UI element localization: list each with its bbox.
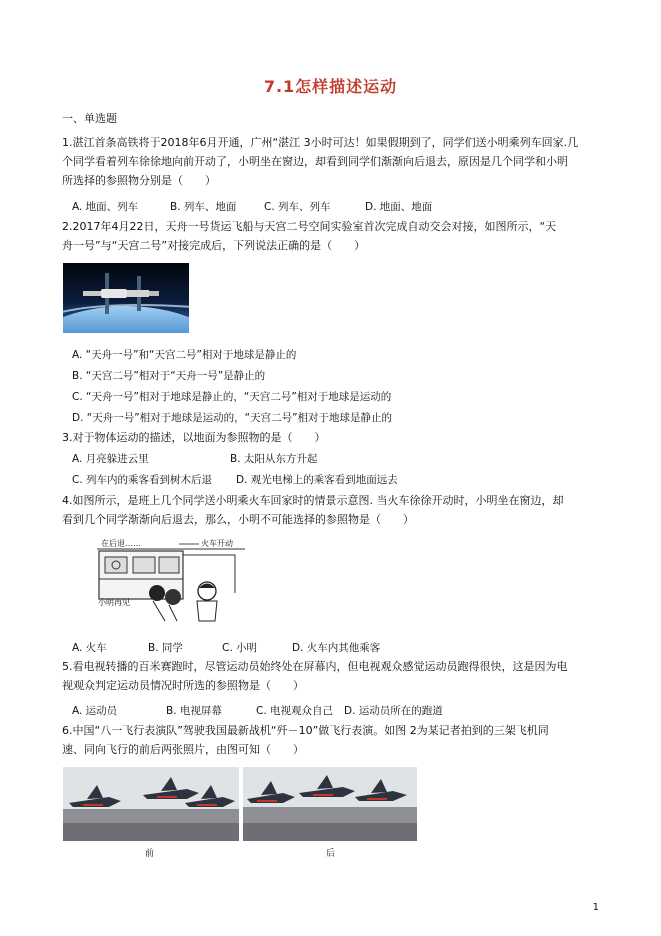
q2-option-c: C. “天舟一号”相对于地球是静止的，“天宫二号”相对于地球是运动的: [72, 391, 392, 403]
jets-photo-after: [243, 767, 417, 841]
q5-option-b: B. 电视屏幕: [166, 705, 222, 717]
q3-line-1: 3.对于物体运动的描述，以地面为参照物的是（ ）: [62, 431, 326, 444]
q5-line-2: 视观众判定运动员情况时所选的参照物是（ ）: [62, 679, 304, 692]
q6-line-2: 速、同向飞行的前后两张照片，由图可知（ ）: [62, 743, 304, 756]
q2-option-d: D. “天舟一号”相对于地球是运动的，“天宫二号”相对于地球是静止的: [72, 412, 393, 424]
q2-option-b: B. “天宫二号”相对于“天舟一号”是静止的: [72, 370, 266, 382]
q1-option-a: A. 地面、列车: [72, 201, 139, 213]
q4-option-a: A. 火车: [72, 642, 107, 654]
q5-option-d: D. 运动员所在的跑道: [344, 705, 443, 717]
q1-option-c: C. 列车、列车: [264, 201, 331, 213]
q4-line-1: 4.如图所示，是班上几个同学送小明乘火车回家时的情景示意图. 当火车徐徐开动时，小明坐在窗边，却: [62, 494, 564, 507]
q4-option-d: D. 火车内其他乘客: [292, 642, 381, 654]
space-station-photo: [63, 263, 189, 333]
train-station-sketch: [95, 535, 245, 623]
q4-line-2: 看到几个同学渐渐向后退去，那么，小明不可能选择的参照物是（ ）: [62, 513, 414, 526]
q1-option-d: D. 地面、地面: [365, 201, 433, 213]
q4-option-b: B. 同学: [148, 642, 183, 654]
jets-photo-before: [63, 767, 239, 841]
q3-option-b: B. 太阳从东方升起: [230, 453, 318, 465]
q4-option-c: C. 小明: [222, 642, 258, 654]
q1-line-3: 所选择的参照物分别是（ ）: [62, 174, 216, 187]
q1-line-1: 1.湛江首条高铁将于2018年6月开通，广州“湛江 3小时可达！如果假期到了，同学们送小明乘列车回家.几: [62, 136, 579, 149]
section-heading: 一、单选题: [62, 112, 117, 125]
q2-line-2: 舟一号”与“天宫二号”对接完成后，下列说法正确的是（ ）: [62, 239, 366, 252]
sketch-label-train-starts: 火车开动: [201, 539, 233, 548]
q3-option-d: D. 观光电梯上的乘客看到地面远去: [236, 474, 398, 486]
q6-line-1: 6.中国“八一飞行表演队”驾驶我国最新战机“歼－10”做飞行表演。如图 2为某记者拍到的三架飞机同: [62, 724, 549, 737]
q2-line-1: 2.2017年4月22日，天舟一号货运飞船与天宫二号空间实验室首次完成自动交会对接，如图所示，“天: [62, 220, 557, 233]
sketch-label-moving-back: 在后退……: [101, 539, 141, 548]
q5-option-a: A. 运动员: [72, 705, 118, 717]
q2-option-a: A. “天舟一号”和“天宫二号”相对于地球是静止的: [72, 349, 297, 361]
q3-option-c: C. 列车内的乘客看到树木后退: [72, 474, 213, 486]
q1-option-b: B. 列车、地面: [170, 201, 237, 213]
sketch-label-goodbye: 小明再见: [98, 598, 130, 607]
q5-line-1: 5.看电视转播的百米赛跑时，尽管运动员始终处在屏幕内，但电视观众感觉运动员跑得很快，这是因为电: [62, 660, 568, 673]
caption-before: 前: [145, 849, 155, 859]
page-number: 1: [592, 902, 599, 913]
q1-line-2: 个同学看着列车徐徐地向前开动了，小明坐在窗边，却看到同学们渐渐向后退去，原因是几个同学和小明: [62, 155, 568, 168]
q5-option-c: C. 电视观众自己: [256, 705, 334, 717]
caption-after: 后: [326, 849, 336, 859]
document-title: 7.1怎样描述运动: [263, 77, 398, 96]
q3-option-a: A. 月亮躲进云里: [72, 453, 149, 465]
